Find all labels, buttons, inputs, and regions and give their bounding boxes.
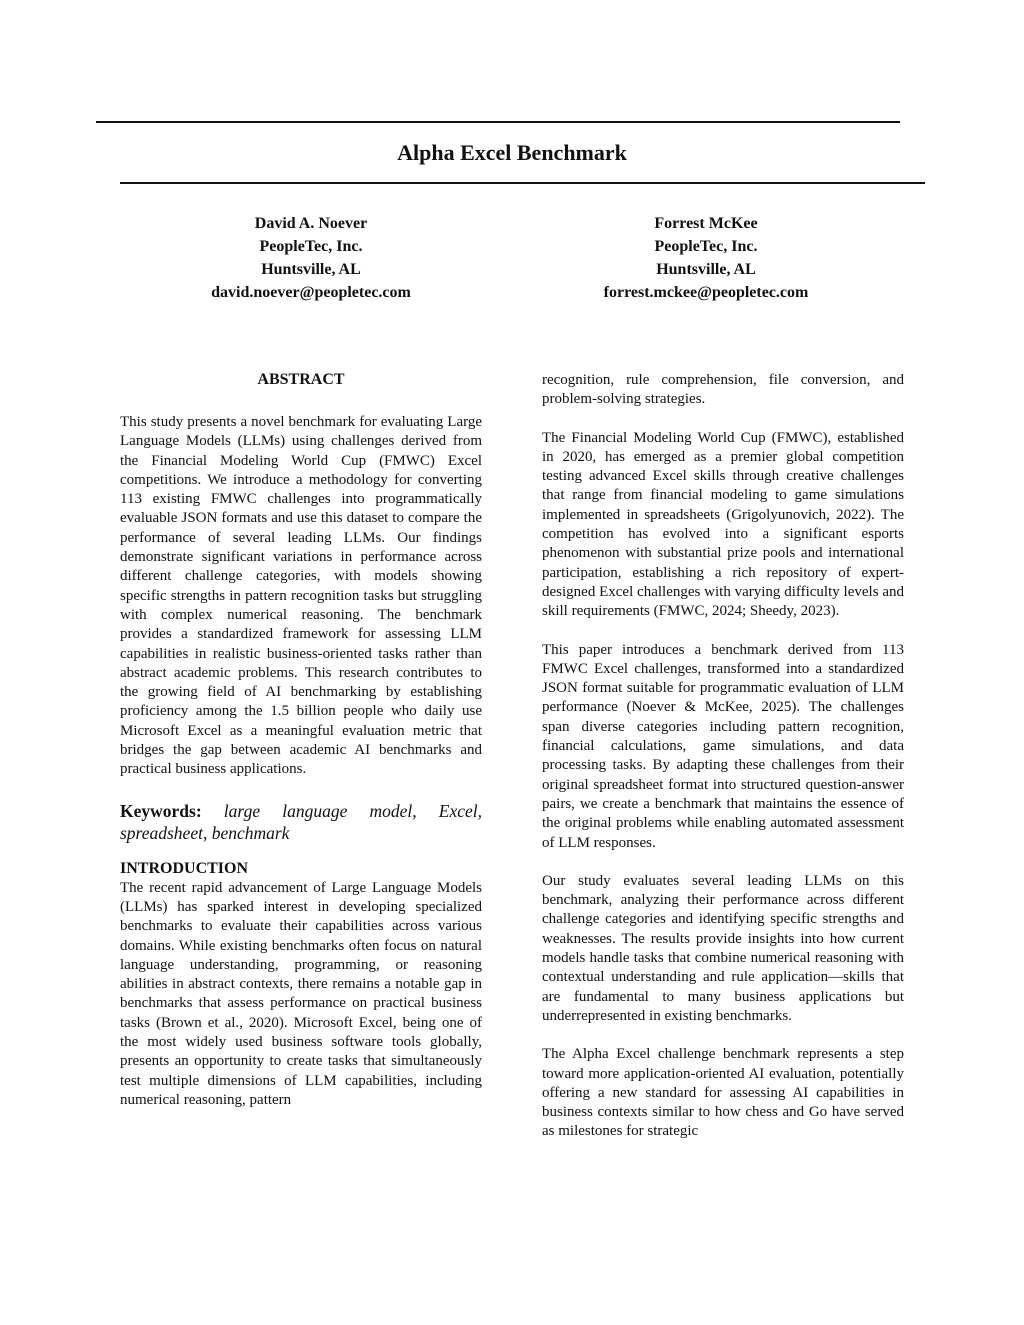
keywords — [120, 800, 482, 844]
author-email: forrest.mckee@peopletec.com — [603, 284, 809, 301]
author-block-2 — [526, 212, 886, 304]
author-email: david.noever@peopletec.com — [211, 284, 411, 301]
author-name: Forrest McKee — [654, 215, 758, 232]
paper-title: Alpha Excel Benchmark — [397, 140, 627, 165]
title-rule-top — [96, 121, 900, 123]
intro-paragraph-1-continued: recognition, rule comprehension, file conversion, and problem-solving strategies. — [542, 372, 904, 408]
intro-paragraph-2: The Financial Modeling World Cup (FMWC), established in 2020, has emerged as a premier global competition testing advanced Excel skills through creative challenges that range from financial modeling to game simulations implemented in spreadsheets (Grigolyunovich, 2022). The competition has evolved into a significant esports phenomenon with substantial prize pools and international participation, establishing a rich repository of expert-designed Excel challenges with varying difficulty levels and skill requirements (FMWC, 2024; Sheedy, 2023). — [542, 429, 904, 620]
author-location: Huntsville, AL — [656, 261, 756, 278]
intro-paragraph-4: Our study evaluates several leading LLMs on this benchmark, analyzing their performance across different challenge categories and identifying specific strengths and weaknesses. The results provide insights into how current models handle tasks that combine numerical reasoning with contextual understanding and rule application—skills that are fundamental to many business applications but underrepresented in existing benchmarks. — [542, 872, 904, 1024]
author-block-1 — [131, 212, 491, 304]
author-name: David A. Noever — [254, 215, 368, 232]
introduction-heading: INTRODUCTION — [120, 859, 249, 877]
abstract-text: This study presents a novel benchmark for evaluating Large Language Models (LLMs) using challenges derived from the Financial Modeling World Cup (FMWC) Excel competitions. We introduce a methodology for converting 113 existing FMWC challenges into programmatically evaluable JSON formats and use this dataset to compare the performance of several leading LLMs. Our findings demonstrate significant variations in performance across different challenge categories, with models showing specific strengths in pattern recognition tasks but struggling with complex numerical reasoning. The benchmark provides a standardized framework for assessing LLM capabilities in realistic business-oriented tasks rather than abstract academic problems. This research contributes to the growing field of AI benchmarking by establishing proficiency among the 1.5 billion people who daily use Microsoft Excel as a meaningful evaluation metric that bridges the gap between academic AI benchmarks and practical business applications. — [120, 414, 482, 778]
intro-paragraph-1: The recent rapid advancement of Large Language Models (LLMs) has sparked interest in developing specialized benchmarks to evaluate their capabilities across various domains. While existing benchmarks often focus on natural language understanding, programming, or reasoning abilities in abstract contexts, there remains a notable gap in benchmarks that assess performance on practical business tasks (Brown et al., 2020). Microsoft Excel, being one of the most widely used business software tools globally, presents an opportunity to create tasks that simultaneously test multiple dimensions of LLM capabilities, including numerical reasoning, pattern — [120, 879, 482, 1108]
author-affiliation: PeopleTec, Inc. — [654, 238, 758, 255]
keywords-text: large language model, Excel, spreadsheet, benchmark — [120, 800, 482, 843]
intro-paragraph-5: The Alpha Excel challenge benchmark represents a step toward more application-oriented AI evaluation, potentially offering a new standard for assessing AI capabilities in business contexts similar to how chess and Go have served as milestones for strategic — [542, 1046, 904, 1140]
title-rule-bottom — [120, 182, 925, 184]
intro-paragraph-3: This paper introduces a benchmark derived from 113 FMWC Excel challenges, transformed into a standardized JSON format suitable for programmatic evaluation of LLM performance (Noever & McKee, 2025). The challenges span diverse categories including pattern recognition, financial calculations, game simulations, and data processing tasks. By adapting these challenges from their original spreadsheet format into structured question-answer pairs, we create a benchmark that maintains the essence of the original problems while enabling automated assessment of LLM responses. — [542, 641, 904, 851]
keywords-label: Keywords: — [120, 800, 202, 821]
right-column — [542, 371, 904, 1142]
left-column — [120, 370, 482, 1110]
abstract-heading: ABSTRACT — [257, 371, 345, 388]
author-location: Huntsville, AL — [261, 261, 361, 278]
author-affiliation: PeopleTec, Inc. — [259, 238, 363, 255]
